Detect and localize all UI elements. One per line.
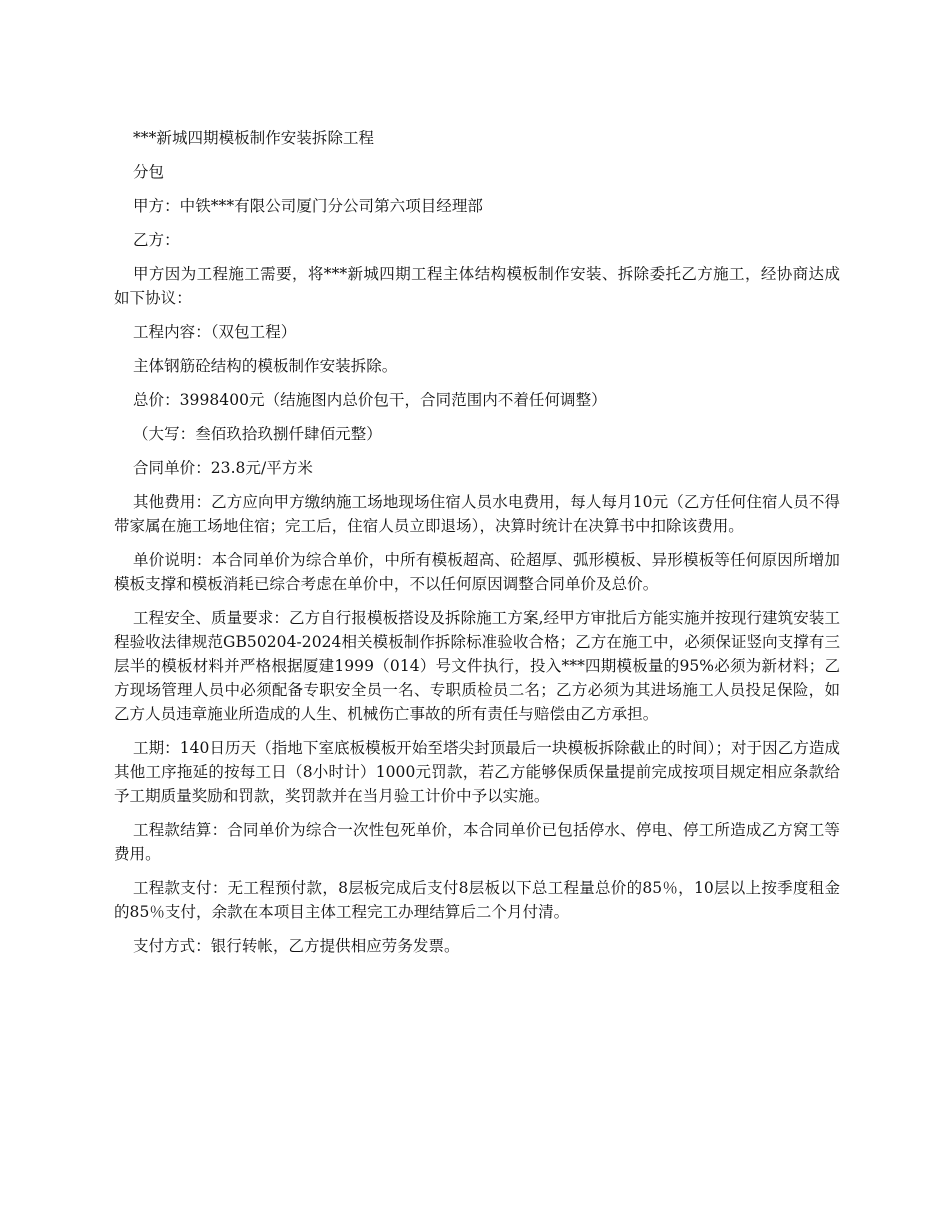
agreement-intro: 甲方因为工程施工需要，将***新城四期工程主体结构模板制作安装、拆除委托乙方施工，经协商达成如下协议： [114, 265, 840, 307]
party-b: 乙方： [133, 231, 180, 249]
payment-schedule: 工程款支付：无工程预付款，8层板完成后支付8层板以下总工程量总价的85％，10层以上按季度租金的85％支付，余款在本项目主体工程完工办理结算后二个月付清。 [114, 879, 840, 921]
other-fees: 其他费用：乙方应向甲方缴纳施工场地现场住宿人员水电费用，每人每月10元（乙方任何住宿人员不得带家属在施工场地住宿；完工后，住宿人员立即退场），决算时统计在决算书中扣除该费用。 [114, 493, 840, 535]
party-a: 甲方：中铁***有限公司厦门分公司第六项目经理部 [133, 197, 483, 215]
work-content: 主体钢筋砼结构的模板制作安装拆除。 [133, 357, 398, 375]
payment-method: 支付方式：银行转帐，乙方提供相应劳务发票。 [133, 937, 460, 955]
total-price-capital: （大写：叁佰玖拾玖捌仟肆佰元整） [133, 425, 382, 443]
document-title: ***新城四期模板制作安装拆除工程 [133, 129, 375, 147]
document-page [114, 126, 840, 968]
total-price: 总价：3998400元（结施图内总价包干，合同范围内不着任何调整） [133, 391, 607, 409]
work-content-heading: 工程内容：（双包工程） [133, 323, 297, 341]
unit-price: 合同单价：23.8元/平方米 [133, 459, 313, 477]
document-subtitle: 分包 [133, 163, 165, 181]
safety-quality-requirements: 工程安全、质量要求：乙方自行报模板搭设及拆除施工方案,经甲方审批后方能实施并按现行建筑安装工程验收法律规范GB50204-2024相关模板制作拆除标准验收合格；乙方在施工中，必须保证竖向支撑有三层半的模板材料并严格根据厦建1999（014）号文件执行，投入***四期模板量的95%必须为新材料；乙方现场管理人员中必须配备专职安全员一名、专职质检员二名；乙方必须为其进场施工人员投足保险，如乙方人员违章施业所造成的人生、机械伤亡事故的所有责任与赔偿由乙方承担。 [114, 609, 840, 723]
construction-period: 工期：140日历天（指地下室底板模板开始至塔尖封顶最后一块模板拆除截止的时间）；对于因乙方造成其他工序拖延的按每工日（8小时计）1000元罚款，若乙方能够保质保量提前完成按项目规定相应条款给予工期质量奖励和罚款，奖罚款并在当月验工计价中予以实施。 [114, 739, 840, 805]
payment-settlement: 工程款结算：合同单价为综合一次性包死单价，本合同单价已包括停水、停电、停工所造成乙方窝工等费用。 [114, 821, 840, 863]
unit-price-notes: 单价说明：本合同单价为综合单价，中所有模板超高、砼超厚、弧形模板、异形模板等任何原因所增加模板支撑和模板消耗已综合考虑在单价中，不以任何原因调整合同单价及总价。 [114, 551, 840, 593]
